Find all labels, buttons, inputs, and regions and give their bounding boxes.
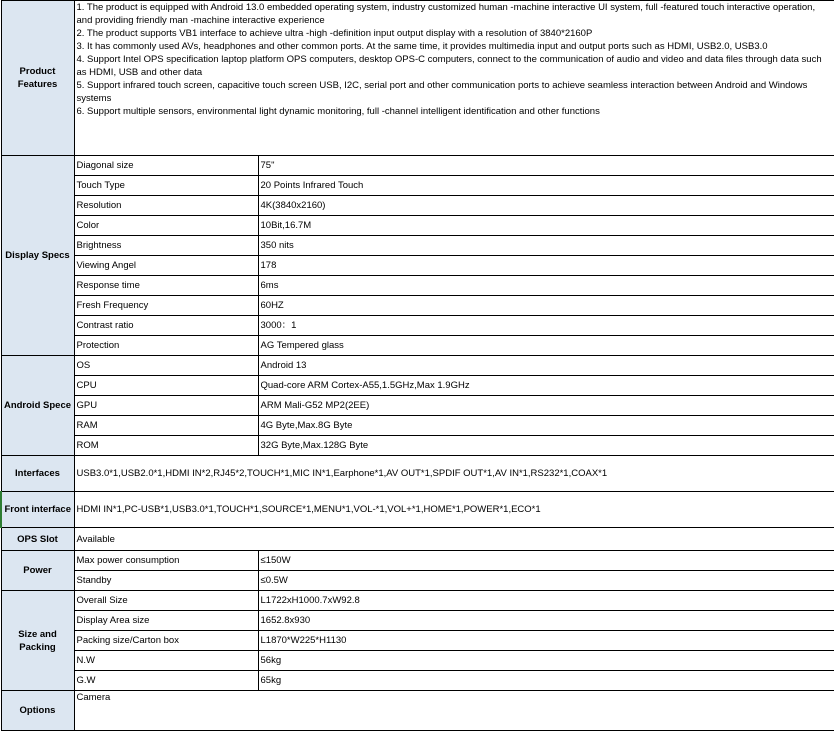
front-interface-value: HDMI IN*1,PC-USB*1,USB3.0*1,TOUCH*1,SOURCE*1,MENU*1,VOL-*1,VOL+*1,HOME*1,POWER*1,ECO*1 — [74, 492, 834, 528]
size-key-display-area: Display Area size — [74, 611, 258, 631]
interfaces-value: USB3.0*1,USB2.0*1,HDMI IN*2,RJ45*2,TOUCH*1,MIC IN*1,Earphone*1,AV OUT*1,SPDIF OUT*1,AV IN*1,RS232*1,COAX*1 — [74, 456, 834, 492]
power-key-max: Max power consumption — [74, 551, 258, 571]
android-row — [1, 356, 834, 376]
display-key-protection: Protection — [74, 336, 258, 356]
size-value-overall: L1722xH1000.7xW92.8 — [258, 591, 834, 611]
front-interface-label: Front interface — [1, 492, 74, 528]
display-row — [1, 236, 834, 256]
android-row — [1, 376, 834, 396]
display-value-fresh-frequency: 60HZ — [258, 296, 834, 316]
feature-line-6: 6. Support multiple sensors, environmental light dynamic monitoring, full -channel intelligent identification and other functions — [76, 106, 600, 117]
display-value-viewing-angle: 178 — [258, 256, 834, 276]
size-value-packing: L1870*W225*H1130 — [258, 631, 834, 651]
front-interface-row — [1, 492, 834, 528]
ops-slot-value: Available — [74, 528, 834, 551]
display-value-brightness: 350 nits — [258, 236, 834, 256]
display-row — [1, 296, 834, 316]
display-row — [1, 336, 834, 356]
size-value-nw: 56kg — [258, 651, 834, 671]
android-row — [1, 416, 834, 436]
android-label: Android Spece — [1, 356, 74, 456]
size-key-nw: N.W — [74, 651, 258, 671]
feature-line-5: 5. Support infrared touch screen, capacitive touch screen USB, I2C, serial port and other communication ports to achieve seamless interaction between Android and Windows systems — [76, 80, 808, 104]
interfaces-row — [1, 456, 834, 492]
display-key-touch-type: Touch Type — [74, 176, 258, 196]
power-label: Power — [1, 551, 74, 591]
size-row — [1, 591, 834, 611]
android-key-rom: ROM — [74, 436, 258, 456]
display-value-resolution: 4K(3840x2160) — [258, 196, 834, 216]
display-row — [1, 276, 834, 296]
android-row — [1, 436, 834, 456]
display-value-contrast-ratio: 3000：1 — [258, 316, 834, 336]
options-value: Camera — [74, 691, 834, 731]
power-value-standby: ≤0.5W — [258, 571, 834, 591]
size-row — [1, 631, 834, 651]
display-key-diagonal: Diagonal size — [74, 156, 258, 176]
display-value-touch-type: 20 Points Infrared Touch — [258, 176, 834, 196]
display-key-resolution: Resolution — [74, 196, 258, 216]
size-row — [1, 651, 834, 671]
android-key-cpu: CPU — [74, 376, 258, 396]
display-key-viewing-angle: Viewing Angel — [74, 256, 258, 276]
display-row — [1, 196, 834, 216]
power-row — [1, 571, 834, 591]
interfaces-label: Interfaces — [1, 456, 74, 492]
display-row — [1, 176, 834, 196]
android-value-ram: 4G Byte,Max.8G Byte — [258, 416, 834, 436]
android-key-ram: RAM — [74, 416, 258, 436]
display-key-fresh-frequency: Fresh Frequency — [74, 296, 258, 316]
size-row — [1, 611, 834, 631]
size-row — [1, 671, 834, 691]
options-row — [1, 691, 834, 731]
display-key-response-time: Response time — [74, 276, 258, 296]
feature-line-4: 4. Support Intel OPS specification laptop platform OPS computers, desktop OPS-C computers, connect to the communication of audio and video and data files through data such as HDMI, USB and other data — [76, 54, 822, 78]
android-row — [1, 396, 834, 416]
android-value-cpu: Quad-core ARM Cortex-A55,1.5GHz,Max 1.9GHz — [258, 376, 834, 396]
power-row — [1, 551, 834, 571]
size-key-packing: Packing size/Carton box — [74, 631, 258, 651]
display-row — [1, 216, 834, 236]
display-key-contrast-ratio: Contrast ratio — [74, 316, 258, 336]
display-label: Display Specs — [1, 156, 74, 356]
display-key-brightness: Brightness — [74, 236, 258, 256]
features-label: Product Features — [1, 1, 74, 156]
options-label: Options — [1, 691, 74, 731]
display-row — [1, 316, 834, 336]
size-key-overall: Overall Size — [74, 591, 258, 611]
size-value-display-area: 1652.8x930 — [258, 611, 834, 631]
ops-slot-row — [1, 528, 834, 551]
display-value-response-time: 6ms — [258, 276, 834, 296]
display-key-color: Color — [74, 216, 258, 236]
ops-slot-label: OPS Slot — [1, 528, 74, 551]
android-key-gpu: GPU — [74, 396, 258, 416]
features-cell — [74, 1, 834, 156]
display-value-color: 10Bit,16.7M — [258, 216, 834, 236]
power-key-standby: Standby — [74, 571, 258, 591]
display-value-protection: AG Tempered glass — [258, 336, 834, 356]
android-value-gpu: ARM Mali-G52 MP2(2EE) — [258, 396, 834, 416]
size-packing-label: Size and Packing — [1, 591, 74, 691]
size-value-gw: 65kg — [258, 671, 834, 691]
features-row — [1, 1, 834, 156]
feature-line-1: 1. The product is equipped with Android 13.0 embedded operating system, industry customized human -machine interactive UI system, full -featured touch interactive operation, and providing friendly man -machine interactive experience — [76, 2, 816, 26]
android-value-rom: 32G Byte,Max.128G Byte — [258, 436, 834, 456]
android-value-os: Android 13 — [258, 356, 834, 376]
feature-line-3: 3. It has commonly used AVs, headphones and other common ports. At the same time, it provides multimedia input and output ports such as HDMI, USB2.0, USB3.0 — [76, 41, 768, 52]
size-key-gw: G.W — [74, 671, 258, 691]
power-value-max: ≤150W — [258, 551, 834, 571]
display-row — [1, 256, 834, 276]
display-row — [1, 156, 834, 176]
feature-line-2: 2. The product supports VB1 interface to achieve ultra -high -definition input output display with a resolution of 3840*2160P — [76, 28, 593, 39]
android-key-os: OS — [74, 356, 258, 376]
display-value-diagonal: 75" — [258, 156, 834, 176]
